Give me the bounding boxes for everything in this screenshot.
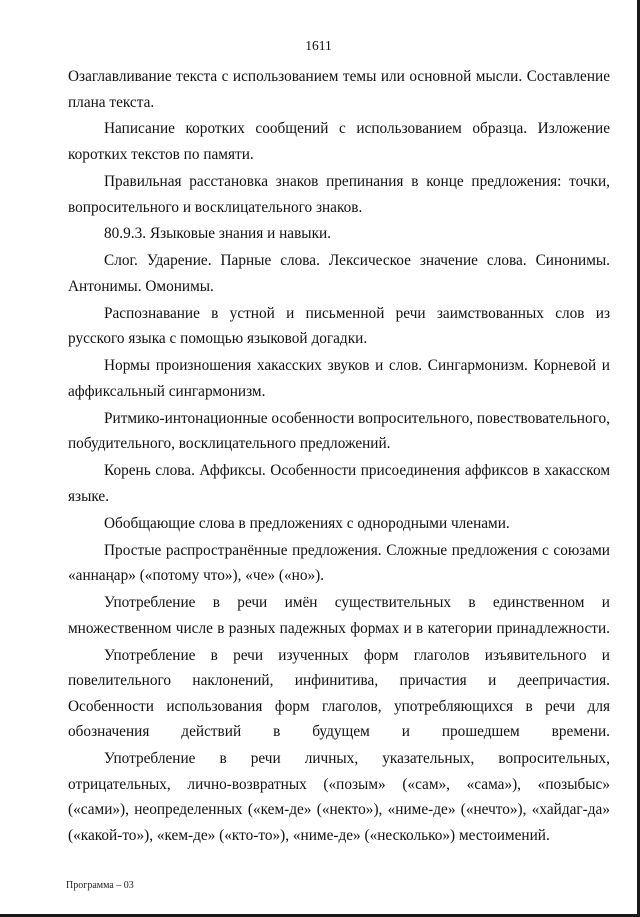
paragraph-punctuation: Правильная расстановка знаков препинания в конце предложения: точки, вопросительного и восклицательного знаков. xyxy=(68,172,610,216)
paragraph-sentences: Простые распространённые предложения. Сложные предложения с союзами «аннаңар» («потому что»), «че» («но»). xyxy=(68,541,610,585)
paragraph-short-messages: Написание коротких сообщений с использованием образца. Изложение коротких текстов по памяти. xyxy=(68,120,610,164)
paragraph-pronouns: Употребление в речи личных, указательных, вопросительных, отрицательных, лично-возвратных («позым» («сам», «сама»), «позыбыс» («сами»), неопределенных («кем-де» («некто»), «ниме-де» («нечто»), «хайдаг-да» («какой-то»), «кем-де» («кто-то»), «ниме-де» («несколько») местоимений. xyxy=(68,750,610,845)
paragraph-borrowed-words: Распознавание в устной и письменной речи заимствованных слов из русского языка с помощью языковой догадки. xyxy=(68,304,610,348)
paragraph-intonation: Ритмико-интонационные особенности вопросительного, повествовательного, побудительного, восклицательного предложений. xyxy=(68,409,610,453)
footer-program-label: Программа – 03 xyxy=(66,880,134,891)
paragraph-syllable-stress: Слог. Ударение. Парные слова. Лексическое значение слова. Синонимы. Антонимы. Омонимы. xyxy=(68,252,610,295)
paragraph-nouns: Употребление в речи имён существительных в единственном и множественном числе в разных падежных формах и в категории принадлежности. xyxy=(68,594,610,637)
paragraph-verbs: Употребление в речи изученных форм глаголов изъявительного и повелительного наклонений, инфинитива, причастия и деепричастия. Особенности использования форм глаголов, употребляющихся в речи для обозначения действий в будущем и прошедшем времени. xyxy=(68,646,610,741)
paragraph-text-outline: Озаглавливание текста с использованием темы или основной мысли. Составление плана текста. xyxy=(68,68,610,111)
paragraph-pronunciation-norms: Нормы произношения хакасских звуков и слов. Сингармонизм. Корневой и аффиксальный сингармонизм. xyxy=(68,357,610,400)
section-heading-language-skills: 80.9.3. Языковые знания и навыки. xyxy=(104,225,332,243)
paragraph-root-affixes: Корень слова. Аффиксы. Особенности присоединения аффиксов в хакасском языке. xyxy=(68,462,610,505)
page-body xyxy=(68,64,610,850)
page-number: 1611 xyxy=(305,38,332,53)
paragraph-generalizing-words: Обобщающие слова в предложениях с однородными членами. xyxy=(104,514,510,532)
